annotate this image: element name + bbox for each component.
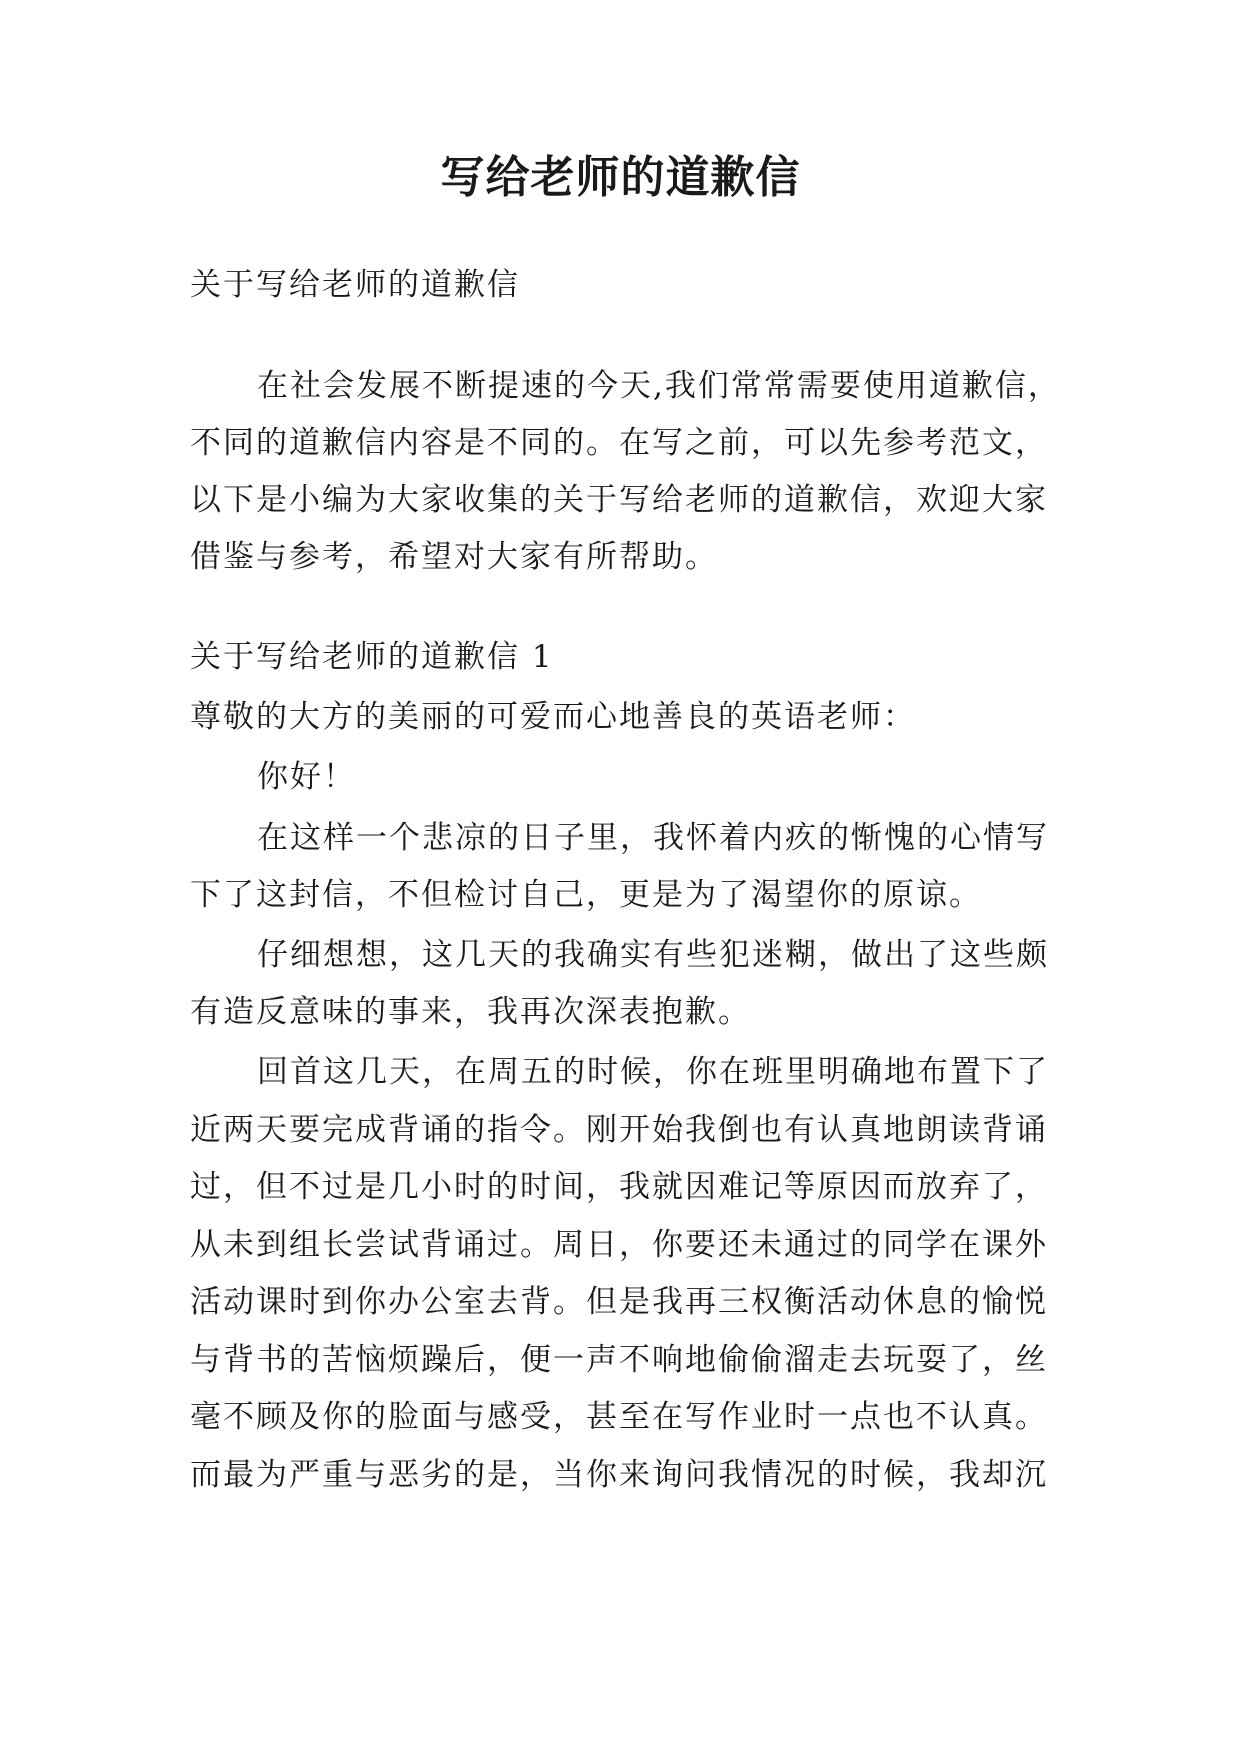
document-subtitle: 关于写给老师的道歉信 (190, 267, 520, 303)
intro-line: 不同的道歉信内容是不同的。在写之前，可以先参考范文， (190, 425, 1048, 461)
body-line: 而最为严重与恶劣的是，当你来询问我情况的时候，我却沉 (190, 1457, 1048, 1493)
intro-line: 在社会发展不断提速的今天,我们常常需要使用道歉信， (257, 368, 1061, 404)
body-line: 与背书的苦恼烦躁后，便一声不响地偷偷溜走去玩耍了，丝 (190, 1342, 1048, 1378)
greeting: 你好！ (257, 759, 356, 795)
document-title: 写给老师的道歉信 (440, 152, 801, 203)
body-line: 在这样一个悲凉的日子里，我怀着内疚的惭愧的心情写 (257, 820, 1049, 856)
body-line: 毫不顾及你的脸面与感受，甚至在写作业时一点也不认真。 (190, 1399, 1048, 1435)
body-line: 过，但不过是几小时的时间，我就因难记等原因而放弃了， (190, 1169, 1048, 1205)
body-line: 仔细想想，这几天的我确实有些犯迷糊，做出了这些颇 (257, 937, 1049, 973)
body-line: 近两天要完成背诵的指令。刚开始我倒也有认真地朗读背诵 (190, 1112, 1048, 1148)
section-heading: 关于写给老师的道歉信 1 (190, 639, 554, 675)
intro-line: 以下是小编为大家收集的关于写给老师的道歉信，欢迎大家 (190, 482, 1048, 518)
body-line: 活动课时到你办公室去背。但是我再三权衡活动休息的愉悦 (190, 1284, 1048, 1320)
body-line: 从未到组长尝试背诵过。周日，你要还未通过的同学在课外 (190, 1227, 1048, 1263)
intro-line: 借鉴与参考，希望对大家有所帮助。 (190, 539, 718, 575)
body-line: 回首这几天，在周五的时候，你在班里明确地布置下了 (257, 1054, 1049, 1090)
body-line: 有造反意味的事来，我再次深表抱歉。 (190, 994, 751, 1030)
body-line: 下了这封信，不但检讨自己，更是为了渴望你的原谅。 (190, 877, 982, 913)
salutation: 尊敬的大方的美丽的可爱而心地善良的英语老师： (190, 699, 916, 735)
